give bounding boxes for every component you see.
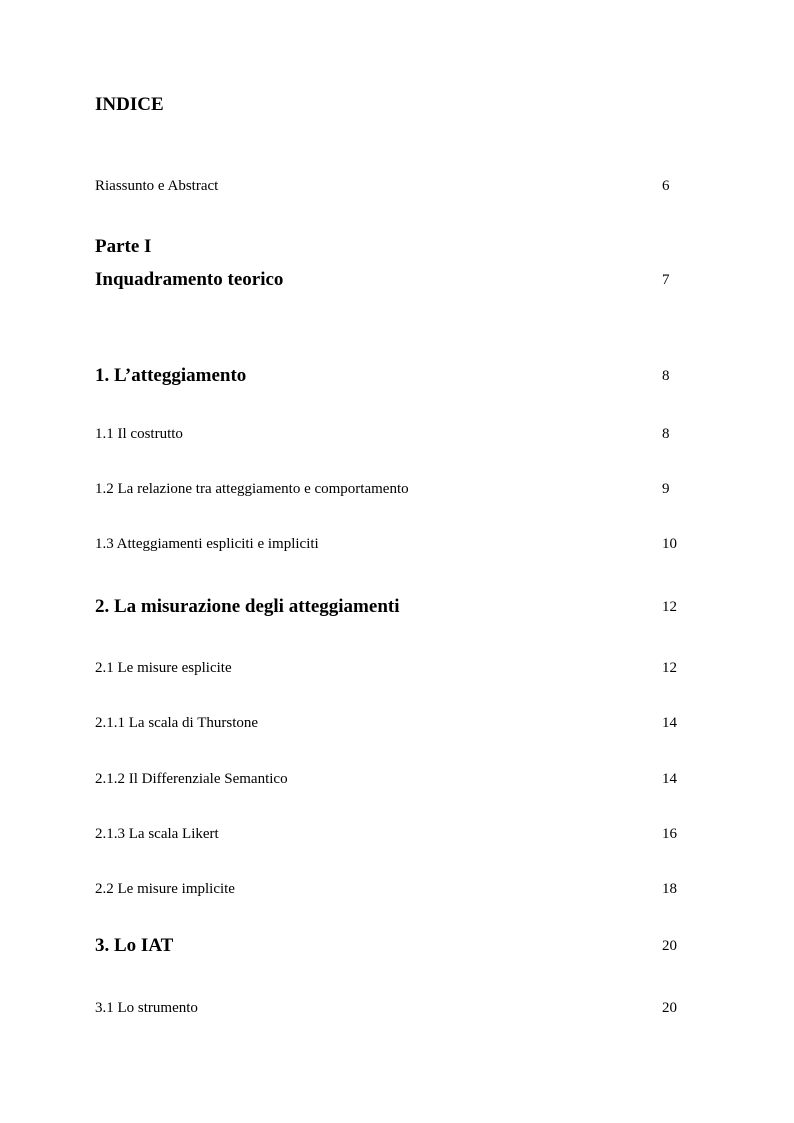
toc-entry-label: 2. La misurazione degli atteggiamenti <box>95 596 400 617</box>
toc-entry <box>95 596 680 618</box>
toc-entry-label: Parte I <box>95 236 152 257</box>
toc-entry-page: 12 <box>662 660 677 676</box>
toc-entry-page: 16 <box>662 826 677 842</box>
toc-entry-label: 2.1.2 Il Differenziale Semantico <box>95 771 288 787</box>
toc-entry <box>95 878 680 900</box>
toc-entry-page: 6 <box>662 178 670 194</box>
toc-entry-page: 10 <box>662 536 677 552</box>
toc-entry <box>95 175 680 197</box>
toc-entry-page: 8 <box>662 426 670 442</box>
toc-entry-page: 20 <box>662 938 677 954</box>
toc-entry-label: 1. L’atteggiamento <box>95 365 247 386</box>
toc-entry <box>95 823 680 845</box>
toc-entry <box>95 657 680 679</box>
toc-entry <box>95 712 680 734</box>
document-title: INDICE <box>95 94 164 115</box>
toc-entry-label: Inquadramento teorico <box>95 269 284 290</box>
toc-entry-page: 14 <box>662 771 677 787</box>
toc-entry-label: Riassunto e Abstract <box>95 178 219 194</box>
toc-entry-page: 7 <box>662 272 670 288</box>
toc-entry <box>95 478 680 500</box>
toc-part-heading <box>95 236 680 258</box>
toc-entry-page: 14 <box>662 715 677 731</box>
toc-entry <box>95 768 680 790</box>
toc-entry-label: 2.1.3 La scala Likert <box>95 826 219 842</box>
toc-entry-page: 20 <box>662 1000 677 1016</box>
toc-entry <box>95 423 680 445</box>
toc-entry <box>95 269 680 291</box>
toc-entry <box>95 365 680 387</box>
toc-entry-label: 1.2 La relazione tra atteggiamento e comportamento <box>95 481 409 497</box>
toc-entry-label: 2.2 Le misure implicite <box>95 881 235 897</box>
toc-entry-label: 3. Lo IAT <box>95 935 174 956</box>
toc-entry-page: 9 <box>662 481 670 497</box>
toc-entry-label: 2.1.1 La scala di Thurstone <box>95 715 259 731</box>
toc-entry <box>95 997 680 1019</box>
toc-entry-label: 1.3 Atteggiamenti espliciti e impliciti <box>95 536 319 552</box>
toc-entry-page: 8 <box>662 368 670 384</box>
toc-entry-page: 12 <box>662 599 677 615</box>
toc-entry-label: 1.1 Il costrutto <box>95 426 183 442</box>
toc-entry-label: 3.1 Lo strumento <box>95 1000 198 1016</box>
toc-entry-label: 2.1 Le misure esplicite <box>95 660 232 676</box>
toc-entry <box>95 935 680 957</box>
toc-entry-page: 18 <box>662 881 677 897</box>
toc-entry <box>95 533 680 555</box>
